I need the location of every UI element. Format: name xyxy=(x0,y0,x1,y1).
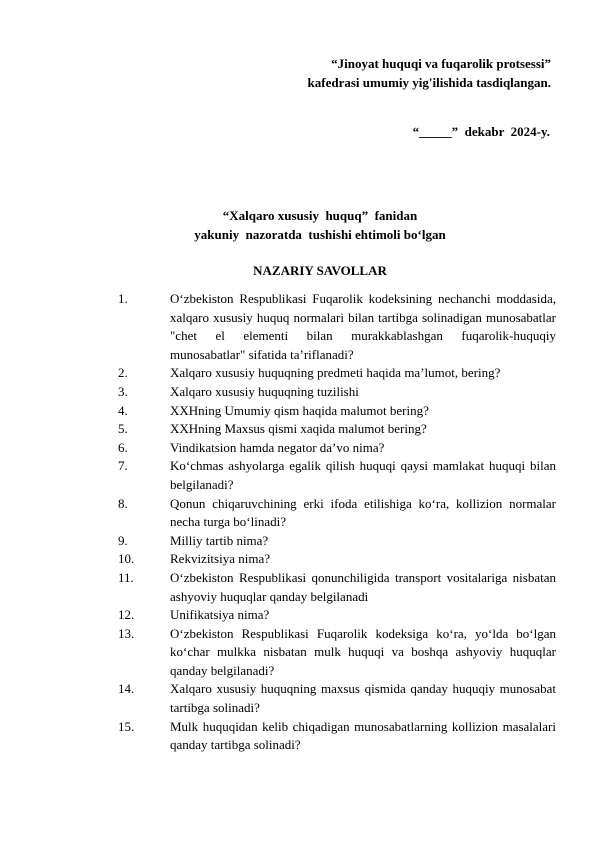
question-number: 13. xyxy=(118,625,135,641)
question-item xyxy=(118,606,556,625)
question-text: Vindikatsion hamda negator da’vo nima? xyxy=(170,439,385,455)
question-text: O‘zbekiston Respublikasi Fuqarolik kodeksining nechanchi moddasida, xalqaro xususiy huquq normalari bilan tartibga solinadigan munosabatlar "chet el elementi bilan murakkablashgan fuqarolik-huquqiy munosabatlar" sifatida ta’riflanadi? xyxy=(170,291,556,362)
question-text: XXHning Umumiy qism haqida malumot bering? xyxy=(170,402,429,418)
question-item xyxy=(118,439,556,458)
approval-meeting-line: kafedrasi umumiy yig'ilishida tasdiqlangan. xyxy=(307,75,551,90)
question-item xyxy=(118,680,556,717)
question-text: O‘zbekiston Respublikasi Fuqarolik kodeksiga ko‘ra, yo‘lda bo‘lgan ko‘char mulkka nisbatan mulk huquqi va boshqa ashyoviy huquqlar qanday belgilanadi? xyxy=(170,625,556,678)
approval-department-line: “Jinoyat huquqi va fuqarolik protsessi” xyxy=(331,56,551,71)
question-text: Xalqaro xususiy huquqning predmeti haqida ma’lumot, bering? xyxy=(170,365,501,381)
question-item xyxy=(118,625,556,681)
question-item xyxy=(118,420,556,439)
question-item xyxy=(118,532,556,551)
question-number: 3. xyxy=(118,383,128,399)
question-text: Xalqaro xususiy huquqning maxsus qismida qanday huquqiy munosabat tartibga solinadi? xyxy=(170,681,556,716)
question-item xyxy=(118,569,556,606)
question-number: 4. xyxy=(118,402,128,418)
question-number: 14. xyxy=(118,681,135,697)
question-text: Ko‘chmas ashyolarga egalik qilish huquqi qaysi mamlakat huquqi bilan belgilanadi? xyxy=(170,458,556,492)
question-number: 12. xyxy=(118,607,135,623)
question-text: O‘zbekiston Respublikasi qonunchiligida transport vositalariga nisbatan ashyoviy huquqlar qanday belgilanadi xyxy=(170,569,556,604)
subject-line: “Xalqaro xususiy huquq” fanidan xyxy=(222,208,418,223)
question-item xyxy=(118,718,556,755)
approval-date: “_____” dekabr 2024-y. xyxy=(412,124,550,139)
question-item xyxy=(118,383,556,402)
question-text: Unifikatsiya nima? xyxy=(170,607,270,623)
question-number: 15. xyxy=(118,718,135,734)
question-item xyxy=(118,290,556,364)
question-number: 1. xyxy=(118,291,128,306)
question-text: Mulk huquqidan kelib chiqadigan munosabatlarning kollizion masalalari qanday tartibga solinadi? xyxy=(170,718,556,753)
question-item xyxy=(118,457,556,494)
exam-description-line: yakuniy nazoratda tushishi ehtimoli bo‘lgan xyxy=(194,227,446,242)
question-item xyxy=(118,550,556,569)
question-number: 11. xyxy=(118,569,134,585)
question-item xyxy=(118,495,556,532)
question-number: 5. xyxy=(118,421,128,437)
question-item xyxy=(118,402,556,421)
question-text: Rekvizitsiya nima? xyxy=(170,551,271,567)
question-text: XXHning Maxsus qismi xaqida malumot bering? xyxy=(170,421,427,437)
question-number: 7. xyxy=(118,458,128,474)
question-list xyxy=(118,290,556,755)
question-number: 9. xyxy=(118,532,128,548)
question-number: 8. xyxy=(118,495,128,511)
document-heading xyxy=(0,206,596,244)
question-text: Qonun chiqaruvchining erki ifoda etilishiga ko‘ra, kollizion normalar necha turga bo‘linadi? xyxy=(170,495,556,530)
question-item xyxy=(118,364,556,383)
question-number: 2. xyxy=(118,365,128,381)
question-number: 10. xyxy=(118,551,135,567)
question-number: 6. xyxy=(118,439,128,455)
question-text: Milliy tartib nima? xyxy=(170,532,269,548)
approval-block xyxy=(308,54,551,92)
question-text: Xalqaro xususiy huquqning tuzilishi xyxy=(170,383,359,399)
section-title: NAZARIY SAVOLLAR xyxy=(253,263,387,278)
